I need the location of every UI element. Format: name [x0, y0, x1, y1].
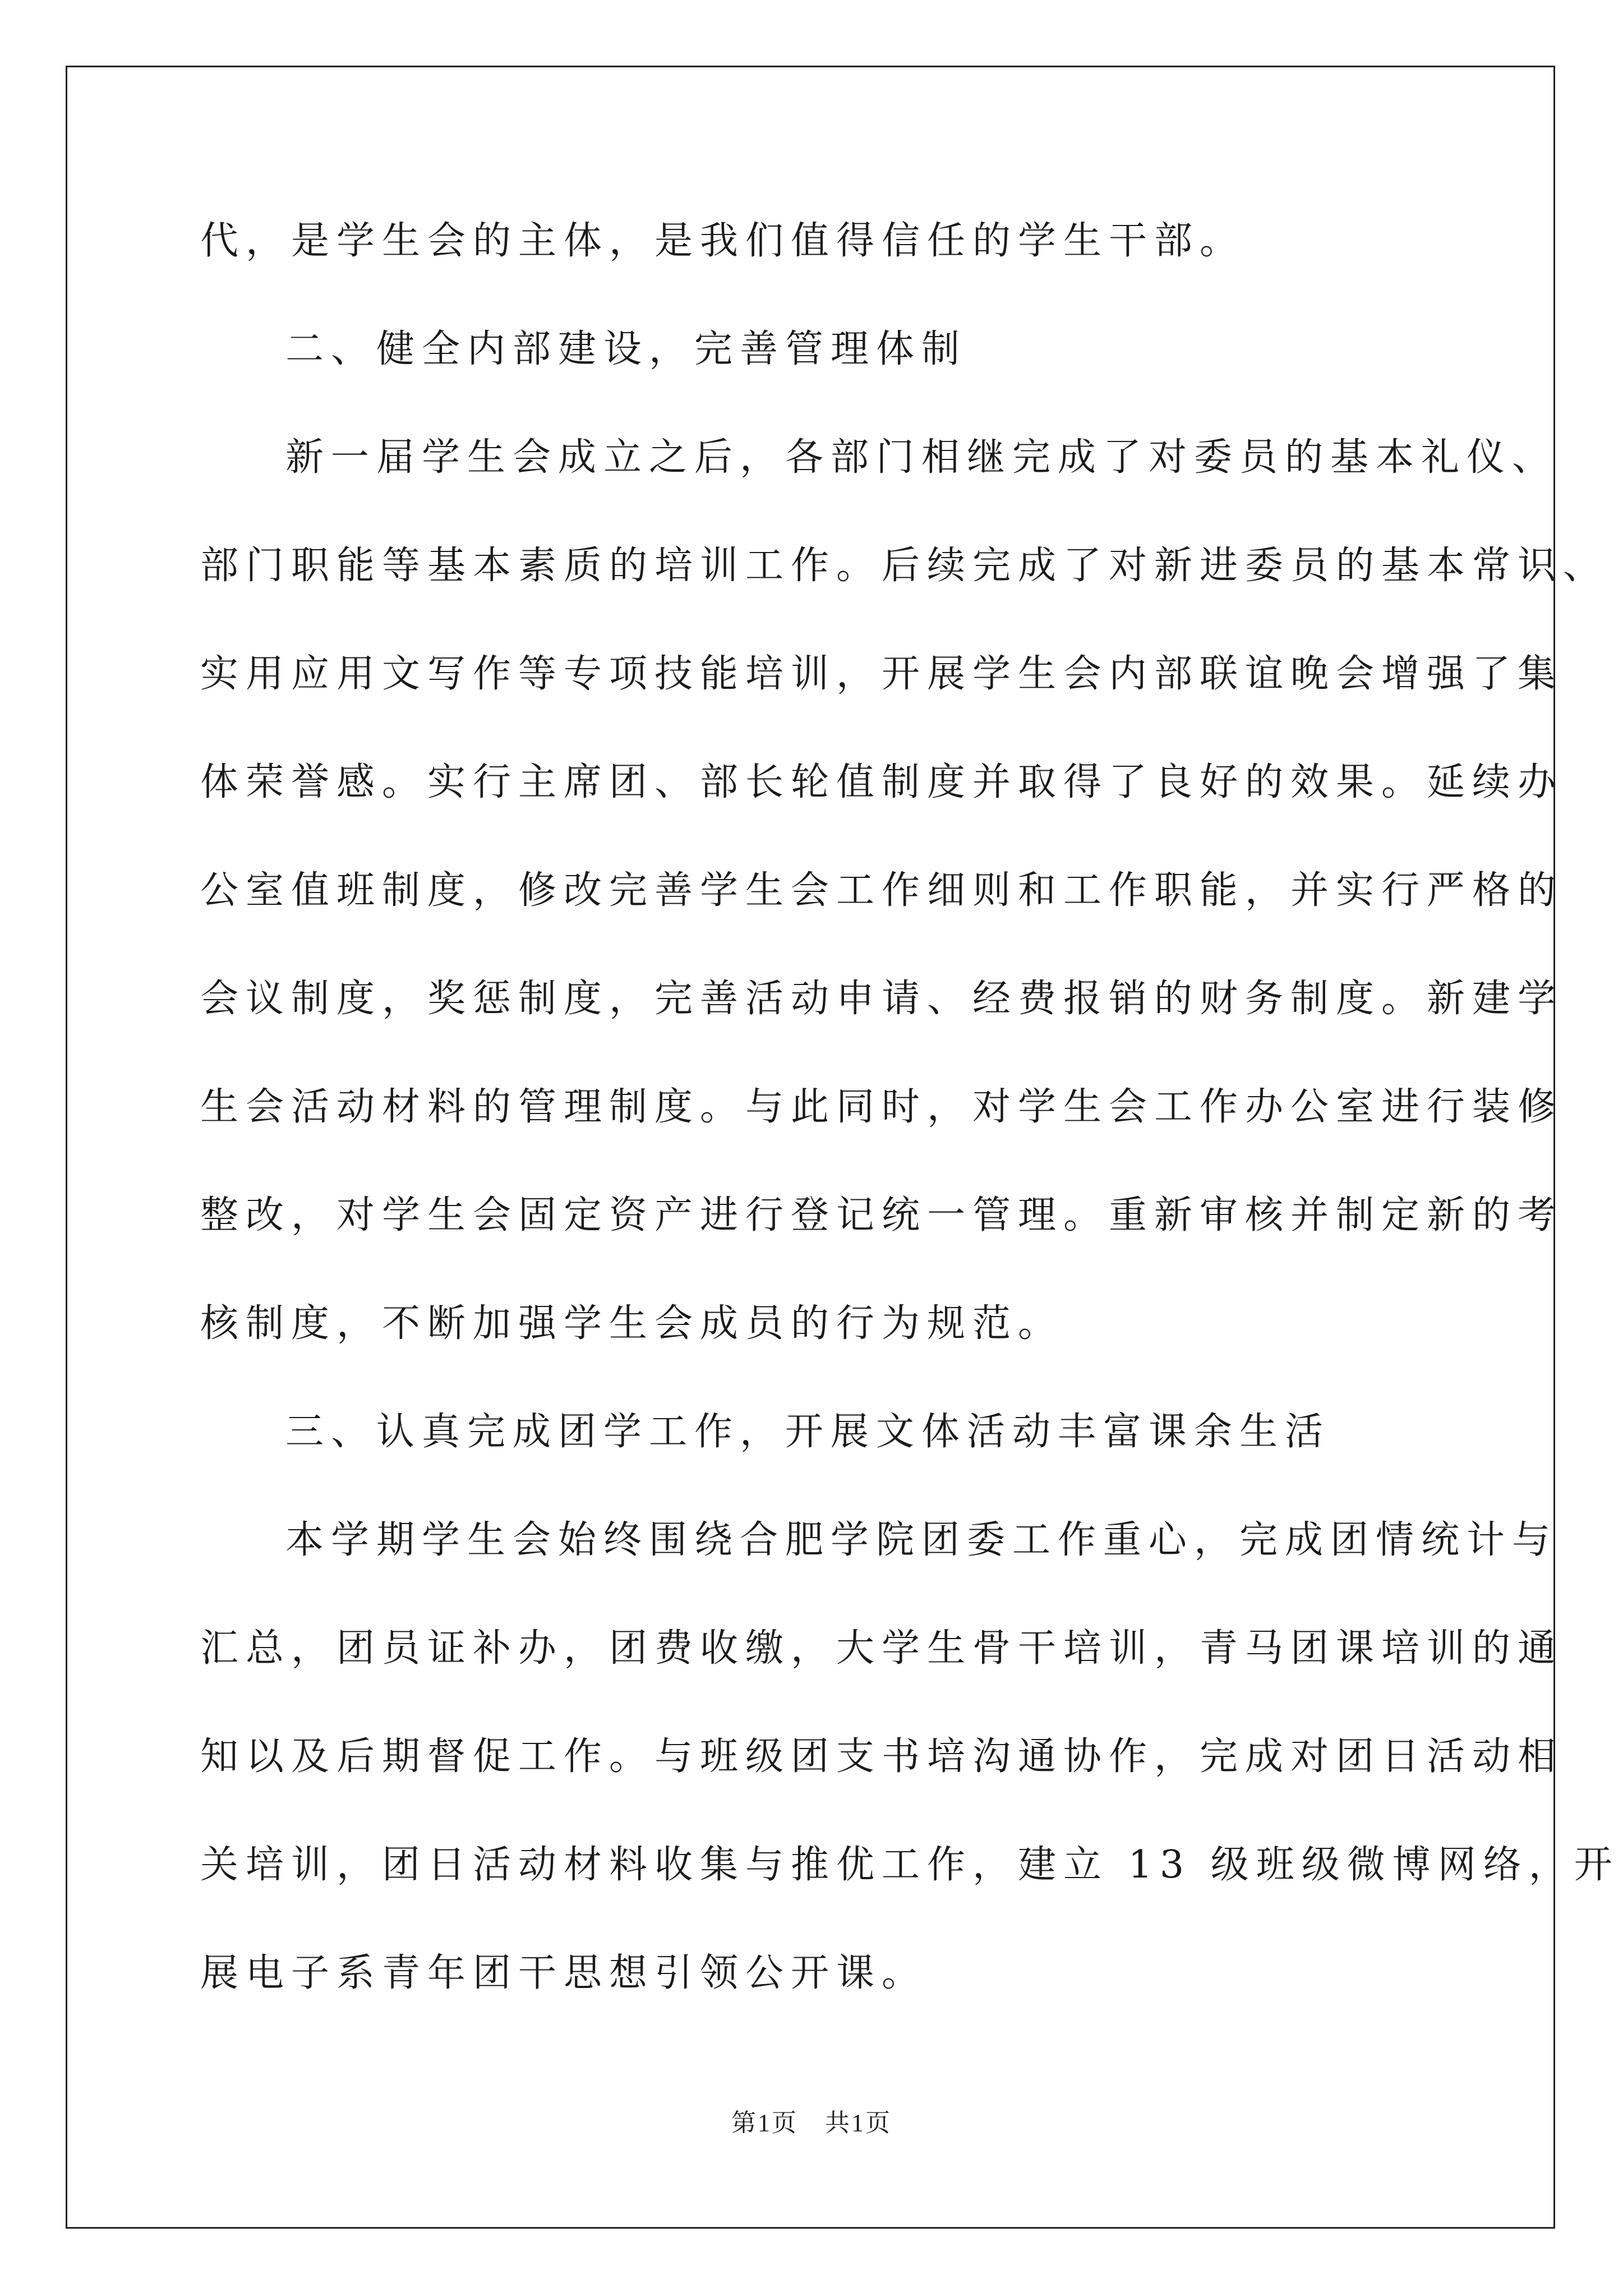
paragraph-first-line: 新一届学生会成立之后，各部门相继完成了对委员的基本礼仪、 — [285, 435, 1558, 480]
paragraph-first-line: 二、健全内部建设，完善管理体制 — [285, 327, 967, 371]
paragraph-line: 展电子系青年团干思想引领公开课。 — [200, 1951, 928, 1995]
paragraph-line: 知以及后期督促工作。与班级团支书培沟通协作，完成对团日活动相 — [200, 1734, 1564, 1779]
paragraph-line: 整改，对学生会固定资产进行登记统一管理。重新审核并制定新的考 — [200, 1193, 1564, 1237]
page-number: 第1页 — [731, 2109, 798, 2137]
paragraph-line: 代，是学生会的主体，是我们值得信任的学生干部。 — [200, 219, 1246, 263]
paragraph-line: 部门职能等基本素质的培训工作。后续完成了对新进委员的基本常识、 — [200, 544, 1609, 588]
paragraph-first-line: 本学期学生会始终围绕合肥学院团委工作重心，完成团情统计与 — [285, 1518, 1558, 1562]
page-footer — [0, 2106, 1623, 2140]
paragraph-line: 核制度，不断加强学生会成员的行为规范。 — [200, 1301, 1064, 1346]
paragraph-line: 会议制度，奖惩制度，完善活动申请、经费报销的财务制度。新建学 — [200, 977, 1564, 1021]
paragraph-line: 体荣誉感。实行主席团、部长轮值制度并取得了良好的效果。延续办 — [200, 760, 1564, 804]
paragraph-line: 生会活动材料的管理制度。与此同时，对学生会工作办公室进行装修 — [200, 1085, 1564, 1129]
paragraph-line: 关培训，团日活动材料收集与推优工作，建立 13 级班级微博网络，开 — [200, 1843, 1620, 1887]
paragraph-line: 汇总，团员证补办，团费收缴，大学生骨干培训，青马团课培训的通 — [200, 1626, 1564, 1671]
paragraph-line: 实用应用文写作等专项技能培训，开展学生会内部联谊晚会增强了集 — [200, 652, 1564, 696]
page-total: 共1页 — [825, 2109, 892, 2137]
page-border — [66, 66, 1558, 2229]
paragraph-line: 公室值班制度，修改完善学生会工作细则和工作职能，并实行严格的 — [200, 868, 1564, 913]
paragraph-first-line: 三、认真完成团学工作，开展文体活动丰富课余生活 — [285, 1410, 1331, 1454]
